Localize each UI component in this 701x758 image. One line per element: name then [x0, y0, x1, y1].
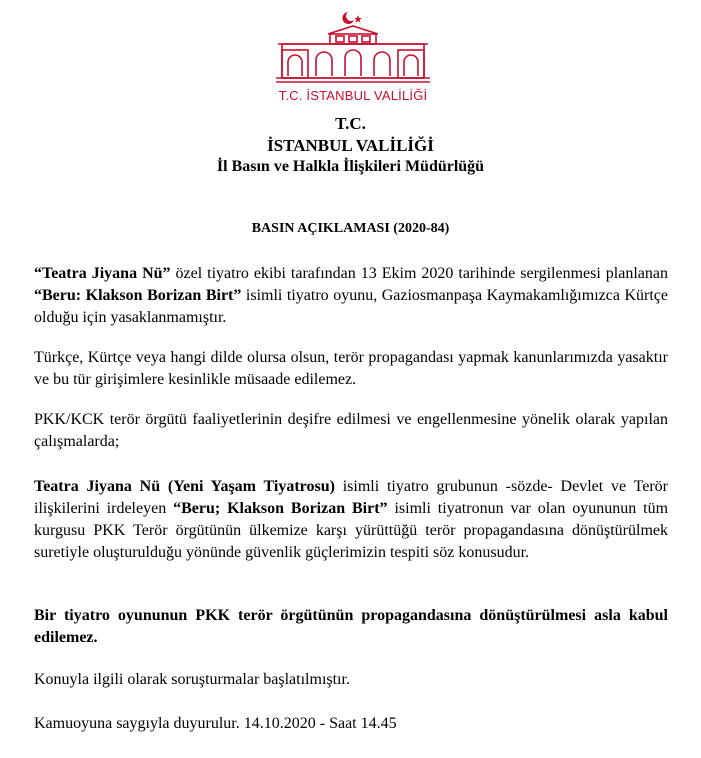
play-name: “Beru: Klakson Borizan Birt”: [34, 287, 242, 304]
paragraph-1-text-b: isimli tiyatro oyunu, Gaziosmanpaşa Kaymakamlığımızca Kürtçe olduğu için yasaklanmamıştır.: [34, 287, 668, 326]
paragraph-2: Türkçe, Kürtçe veya hangi dilde olursa olsun, terör propagandası yapmak kanunlarımızda yasaktır ve bu tür girişimlere kesinlikle müsaade edilemez.: [34, 349, 668, 388]
governorship-building-icon: [268, 6, 438, 88]
paragraph-1-text-a: özel tiyatro ekibi tarafından 13 Ekim 2020 tarihinde sergilenmesi planlanan: [170, 265, 668, 282]
paragraph-1: [34, 263, 668, 329]
press-release-title: BASIN AÇIKLAMASI (2020-84): [251, 221, 450, 236]
header-tc: T.C.: [335, 114, 366, 133]
paragraph-4: [34, 476, 668, 564]
theatre-name: “Teatra Jiyana Nü”: [34, 265, 171, 282]
theatre-group-name: Teatra Jiyana Nü (Yeni Yaşam Tiyatrosu): [34, 478, 335, 495]
paragraph-5-statement: Bir tiyatro oyununun PKK terör örgütünün propagandasına dönüştürülmesi asla kabul edilemez.: [34, 607, 668, 646]
header-department: İl Basın ve Halkla İlişkileri Müdürlüğü: [216, 158, 485, 175]
paragraph-6: Konuyla ilgili olarak soruşturmalar başlatılmıştır.: [34, 671, 350, 688]
paragraph-3: PKK/KCK terör örgütü faaliyetlerinin deşifre edilmesi ve engellenmesine yönelik olarak yapılan çalışmalarda;: [34, 411, 668, 450]
header-istanbul-valiligi: İSTANBUL VALİLİĞİ: [267, 136, 434, 155]
play-name-2: “Beru; Klakson Borizan Birt”: [173, 500, 388, 517]
logo-caption: T.C. İSTANBUL VALİLİĞİ: [278, 88, 428, 103]
paragraph-4-text-b: isimli tiyatronun var olan oyununun tüm kurgusu PKK Terör örgütünün ülkemize karşı yürüttüğü terör propagandasına dönüştürülmek suretiyle oluşturulduğu yönünde güvenlik güçlerimizin tespiti söz konusudur.: [34, 500, 669, 561]
paragraph-4-text-a: isimli tiyatro grubunun -sözde- Devlet ve Terör ilişkilerini irdeleyen: [34, 478, 668, 517]
istanbul-valiligi-logo: [268, 6, 438, 106]
closing-line: Kamuoyuna saygıyla duyurulur. 14.10.2020 - Saat 14.45: [34, 715, 397, 732]
